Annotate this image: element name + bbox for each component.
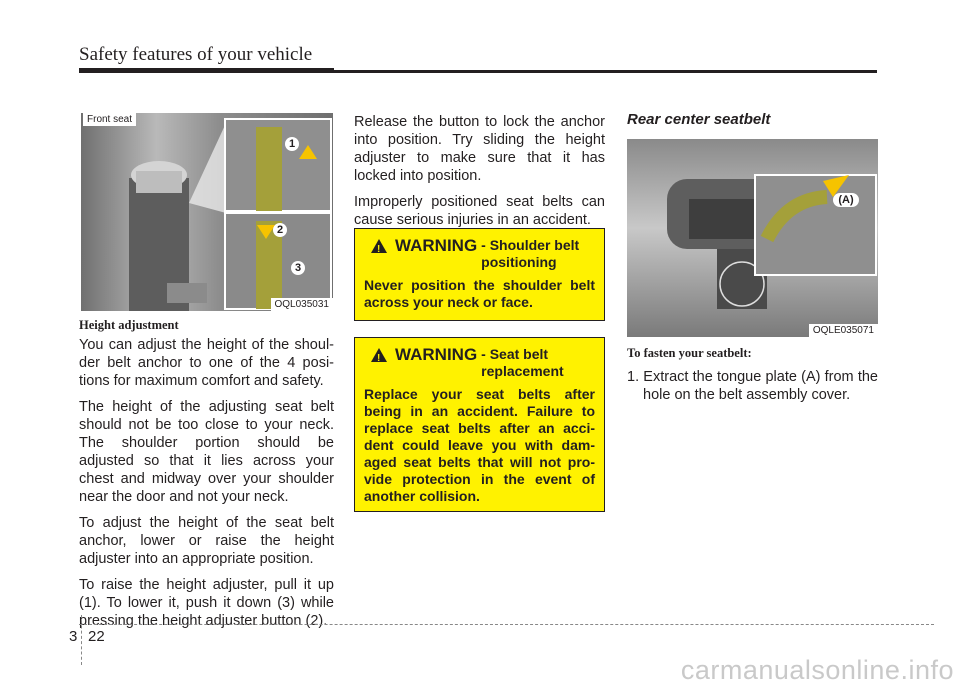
warning-body: Replace your seat belts after being in an accident. Failure to replace seat belts after an acci-dent could leave you with dam-aged seat belts that will not pro-vide protection in the event of another collision. xyxy=(364,386,595,504)
column-1 xyxy=(79,316,334,638)
arrow-up-icon xyxy=(299,145,317,159)
figure-code: OQL035031 xyxy=(271,298,334,311)
warning-subject: - Shoulder belt positioning xyxy=(481,237,580,270)
paragraph: Improperly positioned seat belts can cause serious injuries in an accident. xyxy=(354,194,605,228)
warning-triangle-icon xyxy=(371,239,387,253)
figure-code: OQLE035071 xyxy=(809,324,878,337)
warning-heading xyxy=(364,237,595,271)
paragraph: Release the button to lock the anchor into position. Try sliding the height adjuster to make sure that it has locked into position. xyxy=(354,114,605,184)
warning-heading xyxy=(364,346,595,380)
header-rule-accent xyxy=(79,68,334,73)
callout-3: 3 xyxy=(291,261,305,275)
callout-1: 1 xyxy=(285,137,299,151)
footer-rule xyxy=(79,624,934,625)
paragraph: The height of the adjusting seat belt should not be too close to your neck. The shoulder portion should be adjusted so that it lies across your chest and midway over your shoulder near the door and not your neck. xyxy=(79,399,334,505)
footer-divider xyxy=(81,615,82,665)
callout-2: 2 xyxy=(273,223,287,237)
front-seat-figure xyxy=(81,113,333,311)
warning-subject: - Seat belt replacement xyxy=(481,346,564,379)
fasten-seatbelt-subhead: To fasten your seatbelt: xyxy=(627,346,752,360)
watermark: carmanualsonline.info xyxy=(680,655,954,685)
column-3 xyxy=(627,344,878,412)
rear-center-seatbelt-title: Rear center seatbelt xyxy=(627,111,771,128)
warning-box-seat-belt-replacement xyxy=(354,337,605,512)
height-adjustment-subhead: Height adjustment xyxy=(79,318,179,332)
page-number: 22 xyxy=(88,628,105,645)
rear-belt-illustration xyxy=(627,139,878,337)
warning-word: WARNING xyxy=(395,236,478,255)
page-header-title: Safety features of your vehicle xyxy=(79,44,313,65)
warning-body: Never position the shoulder belt across your neck or face. xyxy=(364,277,595,310)
warning-triangle-icon xyxy=(371,348,387,362)
paragraph: You can adjust the height of the shoul-der belt anchor to one of the 4 posi-tions for maximum comfort and safety. xyxy=(79,337,334,389)
column-2 xyxy=(354,113,605,237)
paragraph: To adjust the height of the seat belt anchor, lower or raise the height adjuster into an appropriate position. xyxy=(79,515,334,567)
rear-center-seatbelt-figure xyxy=(627,139,878,337)
chapter-number: 3 xyxy=(69,628,78,645)
warning-word: WARNING xyxy=(395,345,478,364)
figure-label: Front seat xyxy=(83,113,136,126)
warning-box-shoulder-belt xyxy=(354,228,605,321)
step-1: 1. Extract the tongue plate (A) from the hole on the belt assembly cover. xyxy=(627,369,878,403)
paragraph: To raise the height adjuster, pull it up (1). To lower it, push it down (3) while pressing the height adjuster button (2). xyxy=(79,577,334,629)
callout-a: (A) xyxy=(833,193,859,207)
